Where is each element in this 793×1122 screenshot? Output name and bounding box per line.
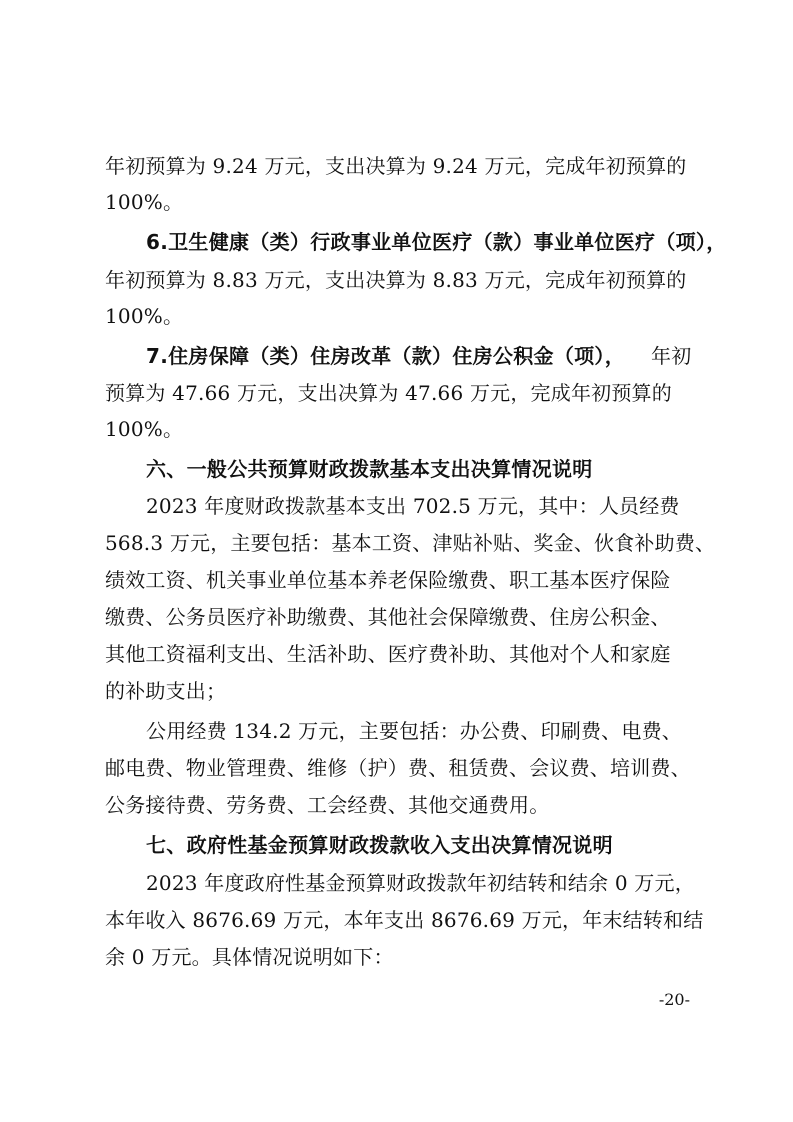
- text-line: 其他工资福利支出、生活补助、医疗费补助、其他对个人和家庭: [105, 642, 671, 666]
- page-number: -20-: [658, 990, 690, 1009]
- text-line: 绩效工资、机关事业单位基本养老保险缴费、职工基本医疗保险: [105, 568, 671, 592]
- text-line: 568.3 万元，主要包括：基本工资、津贴补贴、奖金、伙食补助费、: [105, 531, 716, 555]
- section-6-heading: 六、一般公共预算财政拨款基本支出决算情况说明: [146, 457, 593, 481]
- text-line: 100%。: [105, 190, 184, 214]
- text-line: 2023 年度政府性基金预算财政拨款年初结转和结余 0 万元，: [146, 871, 695, 895]
- text-line: 公用经费 134.2 万元，主要包括：办公费、印刷费、电费、: [146, 719, 682, 743]
- text-line: 100%。: [105, 417, 184, 441]
- text-line: 公务接待费、劳务费、工会经费、其他交通费用。: [105, 793, 550, 817]
- text-line: 100%。: [105, 304, 184, 328]
- text-line: 年初预算为 9.24 万元，支出决算为 9.24 万元，完成年初预算的: [105, 154, 687, 178]
- text-line: 余 0 万元。具体情况说明如下：: [105, 945, 394, 969]
- item-7-heading: 7.住房保障（类）住房改革（款）住房公积金（项），: [146, 344, 626, 368]
- text-line: 邮电费、物业管理费、维修（护）费、租赁费、会议费、培训费、: [105, 756, 691, 780]
- section-7-heading: 七、政府性基金预算财政拨款收入支出决算情况说明: [146, 833, 613, 857]
- text-line: 2023 年度财政拨款基本支出 702.5 万元，其中：人员经费: [146, 494, 680, 518]
- text-line: 缴费、公务员医疗补助缴费、其他社会保障缴费、住房公积金、: [105, 605, 671, 629]
- item-6-heading: 6.卫生健康（类）行政事业单位医疗（款）事业单位医疗（项），: [146, 230, 727, 254]
- text-line: 年初预算为 8.83 万元，支出决算为 8.83 万元，完成年初预算的: [105, 268, 687, 292]
- text-line: 本年收入 8676.69 万元，本年支出 8676.69 万元，年末结转和结: [105, 908, 704, 932]
- text-line: 年初: [651, 344, 692, 368]
- text-line: 预算为 47.66 万元，支出决算为 47.66 万元，完成年初预算的: [105, 381, 672, 405]
- text-line: 的补助支出；: [105, 679, 227, 703]
